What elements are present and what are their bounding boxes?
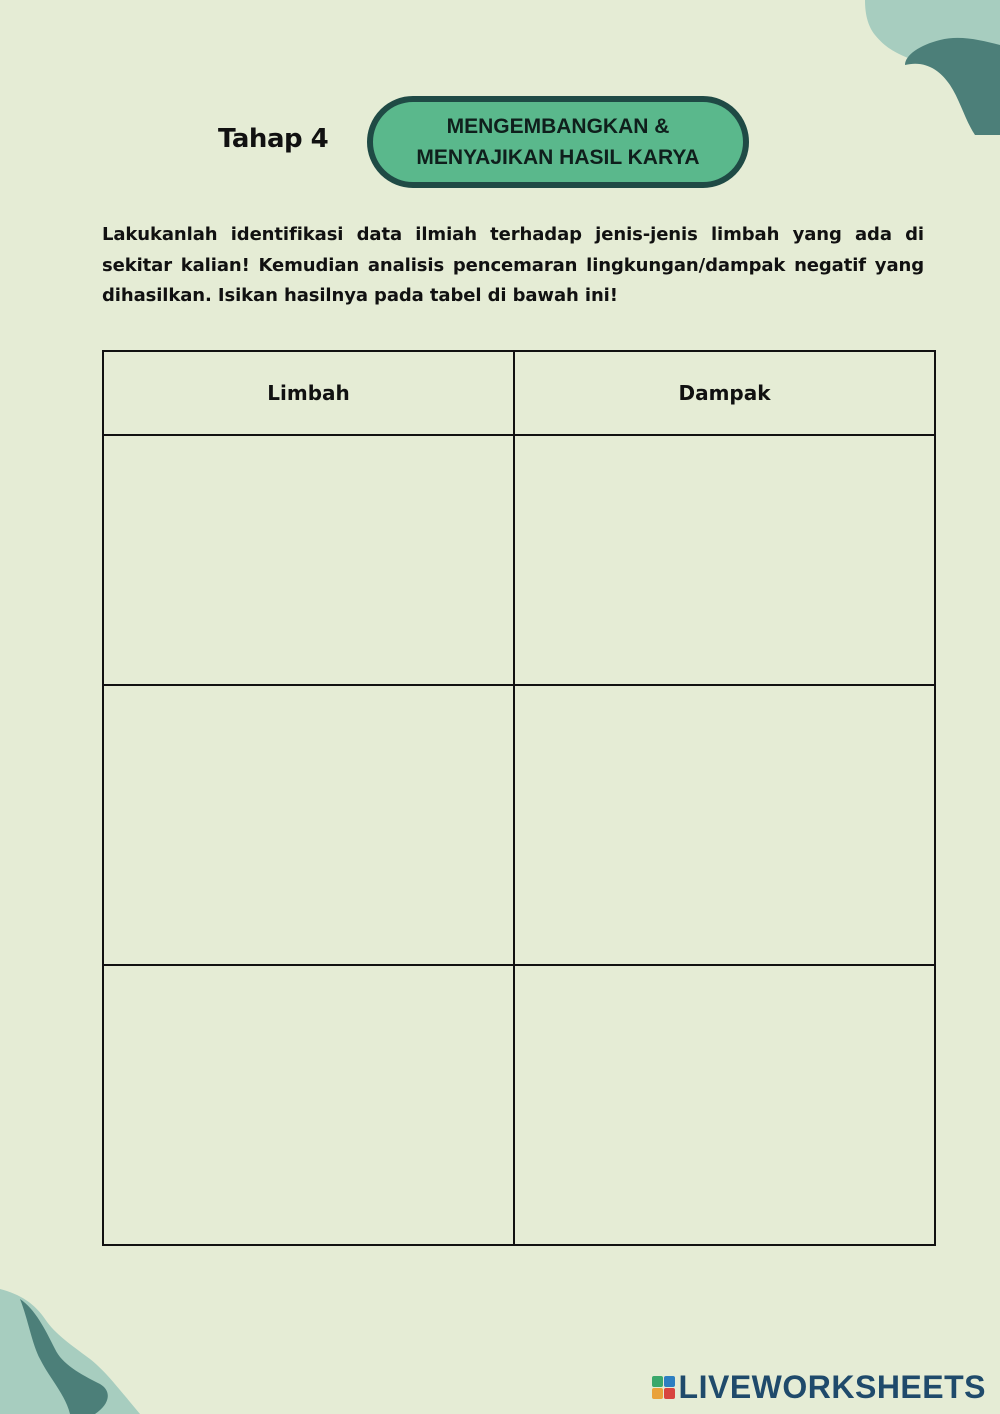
answer-cell-limbah-2[interactable]	[103, 685, 514, 965]
stage-title-pill	[367, 96, 749, 188]
stage-title-line-1: MENGEMBANGKAN &	[446, 115, 670, 138]
answer-cell-limbah-3[interactable]	[103, 965, 514, 1245]
header-limbah: Limbah	[103, 351, 514, 435]
table-row	[103, 685, 935, 965]
table-header-row	[103, 351, 935, 435]
stage-label: Tahap 4	[218, 124, 329, 154]
instructions-text: Lakukanlah identifikasi data ilmiah terhadap jenis-jenis limbah yang ada di sekitar kalian! Kemudian analisis pencemaran lingkungan/dampak negatif yang dihasilkan. Isikan hasilnya pada tabel di bawah ini!	[102, 224, 924, 306]
answer-cell-dampak-3[interactable]	[514, 965, 935, 1245]
liveworksheets-icon	[652, 1376, 675, 1399]
liveworksheets-logo-text: LIVEWORKSHEETS	[678, 1369, 986, 1405]
answer-table	[102, 350, 936, 1246]
table-row	[103, 965, 935, 1245]
liveworksheets-logo[interactable]	[652, 1369, 986, 1406]
header-dampak: Dampak	[514, 351, 935, 435]
answer-cell-limbah-1[interactable]	[103, 435, 514, 685]
answer-cell-dampak-2[interactable]	[514, 685, 935, 965]
corner-decoration-bottom-left	[0, 1289, 140, 1414]
table-row	[103, 435, 935, 685]
corner-decoration-top-right	[865, 0, 1000, 135]
answer-cell-dampak-1[interactable]	[514, 435, 935, 685]
stage-title-line-2: MENYAJIKAN HASIL KARYA	[416, 146, 700, 169]
